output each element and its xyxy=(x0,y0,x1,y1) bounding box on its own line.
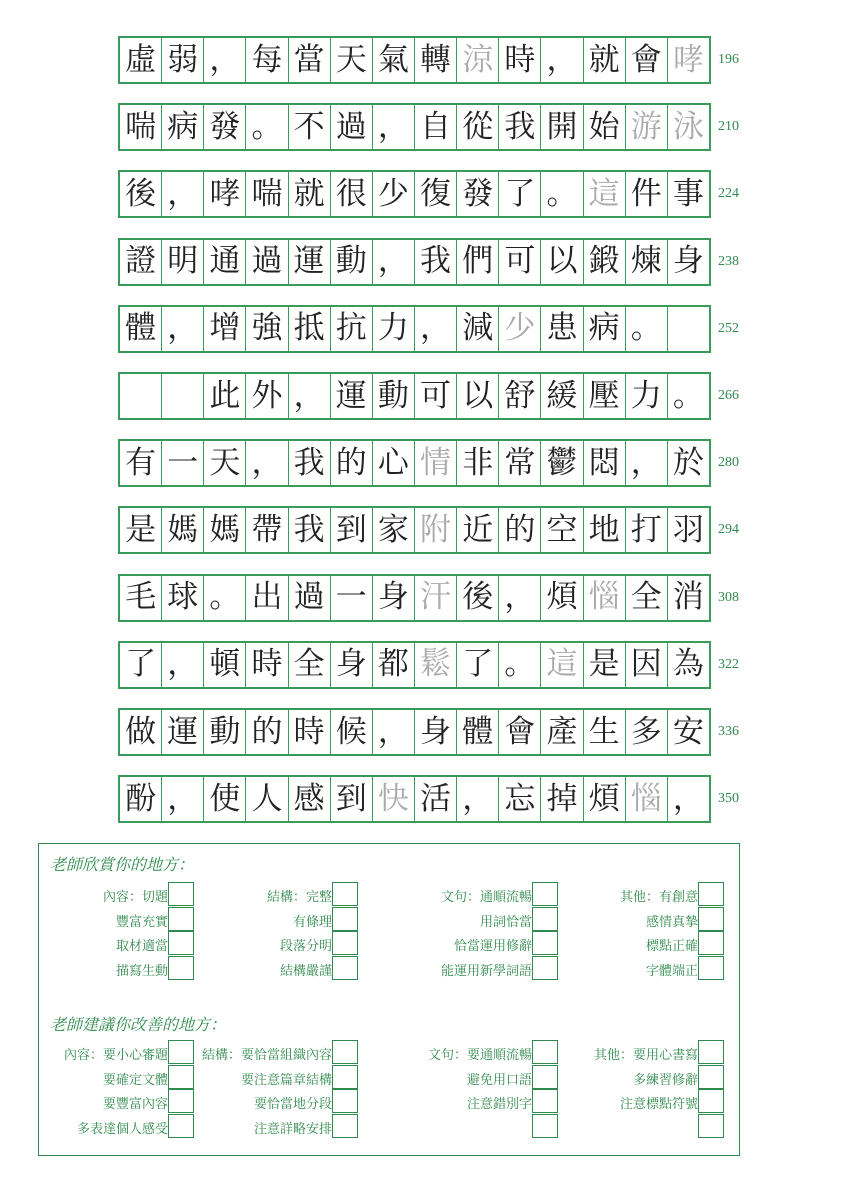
improve-item-label: 要確定文體 xyxy=(102,1072,168,1088)
character-count: 294 xyxy=(718,522,739,538)
grid-row xyxy=(118,641,711,689)
improve-item-label: 要豐富內容 xyxy=(102,1097,168,1112)
character-count: 238 xyxy=(718,253,739,269)
grid-cell: 後 xyxy=(457,576,499,620)
grid-cell: ， xyxy=(162,777,204,821)
appreciate-item-label: 文句：通順流暢 xyxy=(440,890,532,905)
grid-cell: 。 xyxy=(672,377,704,414)
improve-checkbox[interactable] xyxy=(168,1114,194,1138)
grid-cell: 一 xyxy=(331,576,373,620)
grid-cell: 哮 xyxy=(672,41,704,78)
grid-cell: 過 xyxy=(289,576,331,620)
grid-row xyxy=(118,439,711,487)
grid-cell: ， xyxy=(626,441,668,485)
grid-row xyxy=(118,574,711,622)
grid-cell: 感 xyxy=(289,777,331,821)
grid-row xyxy=(118,36,711,84)
grid-cell: 全 xyxy=(289,643,331,687)
grid-cell: 增 xyxy=(204,307,246,351)
appreciate-checkbox[interactable] xyxy=(332,931,358,955)
character-count: 196 xyxy=(718,52,739,67)
grid-cell: 病 xyxy=(162,105,204,149)
grid-cell: 球 xyxy=(162,576,204,620)
character-count: 224 xyxy=(718,186,739,202)
grid-cell: 運 xyxy=(289,240,331,284)
grid-cell: 證 xyxy=(120,240,162,284)
improve-checkbox[interactable] xyxy=(698,1065,724,1089)
grid-cell: 一 xyxy=(162,441,204,485)
grid-cell: 鬆 xyxy=(415,643,457,687)
appreciate-checkbox[interactable] xyxy=(168,956,194,980)
appreciate-checkbox[interactable] xyxy=(168,907,194,931)
grid-cell: 強 xyxy=(246,307,288,351)
improve-item-label: 要恰當地分段 xyxy=(253,1097,332,1112)
improve-checkbox[interactable] xyxy=(168,1089,194,1113)
grid-cell: 病 xyxy=(584,307,626,351)
grid-cell: 做 xyxy=(120,710,162,754)
grid-cell: 就 xyxy=(584,38,626,82)
improve-item-label: 要注意篇章結構 xyxy=(240,1072,332,1088)
grid-cell: 都 xyxy=(373,643,415,687)
grid-cell: 媽 xyxy=(204,508,246,552)
grid-cell: 開 xyxy=(541,105,583,149)
grid-cell: 動 xyxy=(331,240,373,284)
grid-cell: 酚 xyxy=(120,777,162,821)
grid-cell: 不 xyxy=(289,105,331,149)
grid-cell: 氣 xyxy=(373,38,415,82)
appreciate-item-label: 恰當運用修辭 xyxy=(453,939,532,954)
appreciate-item-label: 標點正確 xyxy=(645,939,698,954)
appreciate-item-label: 取材適當 xyxy=(115,939,168,954)
grid-cell: 我 xyxy=(415,240,457,284)
grid-cell: 復 xyxy=(415,172,457,216)
appreciate-item-label: 用詞恰當 xyxy=(479,914,532,930)
grid-cell: ， xyxy=(162,643,204,687)
grid-cell: 以 xyxy=(541,240,583,284)
grid-cell: 多 xyxy=(626,710,668,754)
grid-cell: 鍛 xyxy=(584,240,626,284)
improve-checkbox[interactable] xyxy=(532,1040,558,1064)
improve-checkbox[interactable] xyxy=(698,1040,724,1064)
grid-cell: 因 xyxy=(626,643,668,687)
grid-cell: ， xyxy=(373,240,415,284)
improve-item-label: 內容：要小心審題 xyxy=(63,1048,168,1063)
grid-cell: 。 xyxy=(246,105,288,149)
grid-cell: 會 xyxy=(626,38,668,82)
grid-cell: 事 xyxy=(672,175,704,212)
grid-cell: 忘 xyxy=(499,777,541,821)
grid-cell: 。 xyxy=(541,172,583,216)
grid-cell: 發 xyxy=(457,172,499,216)
improve-checkbox[interactable] xyxy=(332,1040,358,1064)
appreciate-checkbox[interactable] xyxy=(532,907,558,931)
grid-cell: 生 xyxy=(584,710,626,754)
grid-cell: 的 xyxy=(331,441,373,485)
grid-cell: 使 xyxy=(204,777,246,821)
grid-cell: 我 xyxy=(499,105,541,149)
grid-cell: 地 xyxy=(584,508,626,552)
appreciate-item-label: 能運用新學詞語 xyxy=(440,963,532,979)
appreciate-checkbox[interactable] xyxy=(698,882,724,906)
grid-cell: 壓 xyxy=(584,374,626,418)
improve-item-label: 避免用口語 xyxy=(466,1072,532,1088)
grid-cell: 。 xyxy=(204,576,246,620)
improve-item-label: 注意標點符號 xyxy=(619,1097,698,1112)
character-count: 308 xyxy=(718,589,739,605)
grid-cell: 出 xyxy=(246,576,288,620)
grid-cell: ， xyxy=(457,777,499,821)
improve-item-label: 注意錯別字 xyxy=(466,1097,532,1112)
grid-cell: 很 xyxy=(331,172,373,216)
grid-cell: 消 xyxy=(672,579,704,616)
grid-cell: ， xyxy=(246,441,288,485)
character-count: 336 xyxy=(718,724,739,739)
improve-checkbox[interactable] xyxy=(332,1089,358,1113)
grid-row xyxy=(118,506,711,554)
grid-cell: 動 xyxy=(373,374,415,418)
grid-cell: 哮 xyxy=(204,172,246,216)
grid-cell: 體 xyxy=(120,307,162,351)
grid-row xyxy=(118,708,711,756)
grid-cell: 體 xyxy=(457,710,499,754)
appreciate-item-label: 內容：切題 xyxy=(102,890,168,905)
grid-cell: 過 xyxy=(246,240,288,284)
appreciate-checkbox[interactable] xyxy=(332,907,358,931)
grid-cell: 後 xyxy=(120,172,162,216)
grid-cell: 惱 xyxy=(584,576,626,620)
grid-cell: 媽 xyxy=(162,508,204,552)
grid-cell: 附 xyxy=(415,508,457,552)
grid-cell xyxy=(668,307,709,351)
improve-checkbox[interactable] xyxy=(532,1089,558,1113)
character-count: 322 xyxy=(718,656,739,672)
grid-cell: 了 xyxy=(120,643,162,687)
appreciate-checkbox[interactable] xyxy=(332,956,358,980)
grid-cell: 始 xyxy=(584,105,626,149)
grid-cell: 過 xyxy=(331,105,373,149)
grid-cell: 件 xyxy=(626,172,668,216)
grid-cell: 羽 xyxy=(672,511,704,548)
appreciate-checkbox[interactable] xyxy=(332,882,358,906)
improve-title: 老師建議你改善的地方： xyxy=(50,1015,227,1034)
grid-cell: 明 xyxy=(162,240,204,284)
grid-cell: 發 xyxy=(204,105,246,149)
grid-cell: 的 xyxy=(246,710,288,754)
improve-item-label: 文句：要通順流暢 xyxy=(427,1048,532,1063)
improve-checkbox[interactable] xyxy=(532,1114,558,1138)
grid-cell: 到 xyxy=(331,508,373,552)
grid-cell: 涼 xyxy=(457,38,499,82)
grid-cell: 少 xyxy=(373,172,415,216)
grid-cell: 是 xyxy=(120,508,162,552)
grid-cell: 家 xyxy=(373,508,415,552)
character-count: 210 xyxy=(718,119,739,135)
grid-cell: 運 xyxy=(331,374,373,418)
improve-checkbox[interactable] xyxy=(698,1089,724,1113)
grid-row xyxy=(118,372,711,420)
grid-cell: 弱 xyxy=(162,38,204,82)
grid-cell: 身 xyxy=(415,710,457,754)
grid-cell: 時 xyxy=(289,710,331,754)
appreciate-item-label: 描寫生動 xyxy=(115,963,168,979)
grid-cell: 煩 xyxy=(541,576,583,620)
grid-cell: 安 xyxy=(672,713,704,750)
grid-cell: 身 xyxy=(331,643,373,687)
grid-cell: 抗 xyxy=(331,307,373,351)
grid-cell: 快 xyxy=(373,777,415,821)
grid-cell: ， xyxy=(162,307,204,351)
appreciate-title: 老師欣賞你的地方： xyxy=(50,855,195,874)
grid-cell: 減 xyxy=(457,307,499,351)
grid-cell: 舒 xyxy=(499,374,541,418)
grid-cell: 少 xyxy=(499,307,541,351)
appreciate-checkbox[interactable] xyxy=(168,882,194,906)
grid-cell: 運 xyxy=(162,710,204,754)
appreciate-checkbox[interactable] xyxy=(532,956,558,980)
grid-cell: 可 xyxy=(499,240,541,284)
grid-cell: 掉 xyxy=(541,777,583,821)
appreciate-item-label: 豐富充實 xyxy=(115,914,168,930)
grid-cell: 煉 xyxy=(626,240,668,284)
grid-cell: 轉 xyxy=(415,38,457,82)
grid-cell: 人 xyxy=(246,777,288,821)
grid-cell: ， xyxy=(289,374,331,418)
appreciate-item-label: 段落分明 xyxy=(279,939,332,954)
grid-cell: 動 xyxy=(204,710,246,754)
grid-cell: 會 xyxy=(499,710,541,754)
grid-cell: 時 xyxy=(246,643,288,687)
appreciate-checkbox[interactable] xyxy=(532,931,558,955)
grid-cell: 緩 xyxy=(541,374,583,418)
improve-item-label: 其他：要用心書寫 xyxy=(593,1048,698,1063)
grid-cell: 抵 xyxy=(289,307,331,351)
grid-row xyxy=(118,305,711,353)
appreciate-item-label: 結構嚴謹 xyxy=(279,963,332,979)
grid-cell: 。 xyxy=(499,643,541,687)
grid-cell: ， xyxy=(373,105,415,149)
appreciate-item-label: 結構：完整 xyxy=(266,890,332,905)
appreciate-checkbox[interactable] xyxy=(698,907,724,931)
grid-cell: 泳 xyxy=(672,108,704,145)
character-count: 252 xyxy=(718,320,739,336)
improve-checkbox[interactable] xyxy=(168,1065,194,1089)
grid-cell: 帶 xyxy=(246,508,288,552)
appreciate-item-label: 有條理 xyxy=(292,914,332,930)
grid-cell: 候 xyxy=(331,710,373,754)
grid-cell: ， xyxy=(541,38,583,82)
grid-cell: 打 xyxy=(626,508,668,552)
grid-cell: 這 xyxy=(584,172,626,216)
grid-cell: 時 xyxy=(499,38,541,82)
grid-cell: 毛 xyxy=(120,576,162,620)
grid-cell: 患 xyxy=(541,307,583,351)
improve-item-label: 結構：要恰當組織內容 xyxy=(201,1048,332,1063)
grid-cell: 虛 xyxy=(120,38,162,82)
character-count: 350 xyxy=(718,791,739,807)
grid-cell: ， xyxy=(204,38,246,82)
grid-cell: 鬱 xyxy=(541,441,583,485)
appreciate-checkbox[interactable] xyxy=(168,931,194,955)
grid-cell: 當 xyxy=(289,38,331,82)
grid-cell: 喘 xyxy=(120,105,162,149)
grid-cell: 。 xyxy=(626,307,668,351)
grid-cell: 力 xyxy=(626,374,668,418)
grid-cell: 情 xyxy=(415,441,457,485)
grid-cell: 是 xyxy=(584,643,626,687)
grid-cell: 外 xyxy=(246,374,288,418)
grid-cell: 喘 xyxy=(246,172,288,216)
grid-cell: 頓 xyxy=(204,643,246,687)
grid-cell: 惱 xyxy=(626,777,668,821)
grid-cell: 非 xyxy=(457,441,499,485)
improve-checkbox[interactable] xyxy=(168,1040,194,1064)
grid-cell: 自 xyxy=(415,105,457,149)
grid-cell: 近 xyxy=(457,508,499,552)
appreciate-checkbox[interactable] xyxy=(532,882,558,906)
grid-cell: 們 xyxy=(457,240,499,284)
grid-cell: 此 xyxy=(204,374,246,418)
grid-cell: 空 xyxy=(541,508,583,552)
grid-cell: 我 xyxy=(289,441,331,485)
grid-cell: 了 xyxy=(457,643,499,687)
improve-checkbox[interactable] xyxy=(332,1114,358,1138)
appreciate-checkbox[interactable] xyxy=(698,956,724,980)
grid-cell xyxy=(162,374,204,418)
grid-cell: 我 xyxy=(289,508,331,552)
appreciate-item-label: 字體端正 xyxy=(645,963,698,979)
grid-cell: 汗 xyxy=(415,576,457,620)
grid-cell: 可 xyxy=(415,374,457,418)
grid-cell: 活 xyxy=(415,777,457,821)
grid-row xyxy=(118,103,711,151)
grid-cell: 悶 xyxy=(584,441,626,485)
appreciate-item-label: 感情真摯 xyxy=(645,914,698,930)
grid-cell: 到 xyxy=(331,777,373,821)
improve-item-label: 多練習修辭 xyxy=(632,1072,698,1088)
grid-row xyxy=(118,238,711,286)
improve-checkbox[interactable] xyxy=(332,1065,358,1089)
grid-cell: 於 xyxy=(672,444,704,481)
grid-cell: 全 xyxy=(626,576,668,620)
grid-cell: ， xyxy=(672,780,704,817)
grid-cell: 了 xyxy=(499,172,541,216)
grid-cell xyxy=(120,374,162,418)
grid-cell: 就 xyxy=(289,172,331,216)
grid-cell: 為 xyxy=(672,646,704,683)
character-count: 280 xyxy=(718,455,739,471)
grid-row xyxy=(118,775,711,823)
grid-cell: 游 xyxy=(626,105,668,149)
improve-item-label: 多表達個人感受 xyxy=(76,1121,168,1137)
grid-cell: 心 xyxy=(373,441,415,485)
grid-cell: 身 xyxy=(672,243,704,280)
grid-cell: 天 xyxy=(204,441,246,485)
grid-cell: 身 xyxy=(373,576,415,620)
appreciate-item-label: 其他：有創意 xyxy=(619,890,698,905)
grid-row xyxy=(118,170,711,218)
appreciate-checkbox[interactable] xyxy=(698,931,724,955)
grid-cell: ， xyxy=(415,307,457,351)
improve-checkbox[interactable] xyxy=(532,1065,558,1089)
grid-cell: 每 xyxy=(246,38,288,82)
improve-checkbox[interactable] xyxy=(698,1114,724,1138)
grid-cell: ， xyxy=(162,172,204,216)
improve-item-label: 注意詳略安排 xyxy=(253,1121,332,1137)
grid-cell: ， xyxy=(499,576,541,620)
grid-cell: 的 xyxy=(499,508,541,552)
character-count: 266 xyxy=(718,388,739,403)
grid-cell: 常 xyxy=(499,441,541,485)
grid-cell: 力 xyxy=(373,307,415,351)
grid-cell: 煩 xyxy=(584,777,626,821)
grid-cell: 產 xyxy=(541,710,583,754)
grid-cell: ， xyxy=(373,710,415,754)
grid-cell: 這 xyxy=(541,643,583,687)
grid-cell: 以 xyxy=(457,374,499,418)
grid-cell: 天 xyxy=(331,38,373,82)
grid-cell: 從 xyxy=(457,105,499,149)
grid-cell: 通 xyxy=(204,240,246,284)
grid-cell: 有 xyxy=(120,441,162,485)
